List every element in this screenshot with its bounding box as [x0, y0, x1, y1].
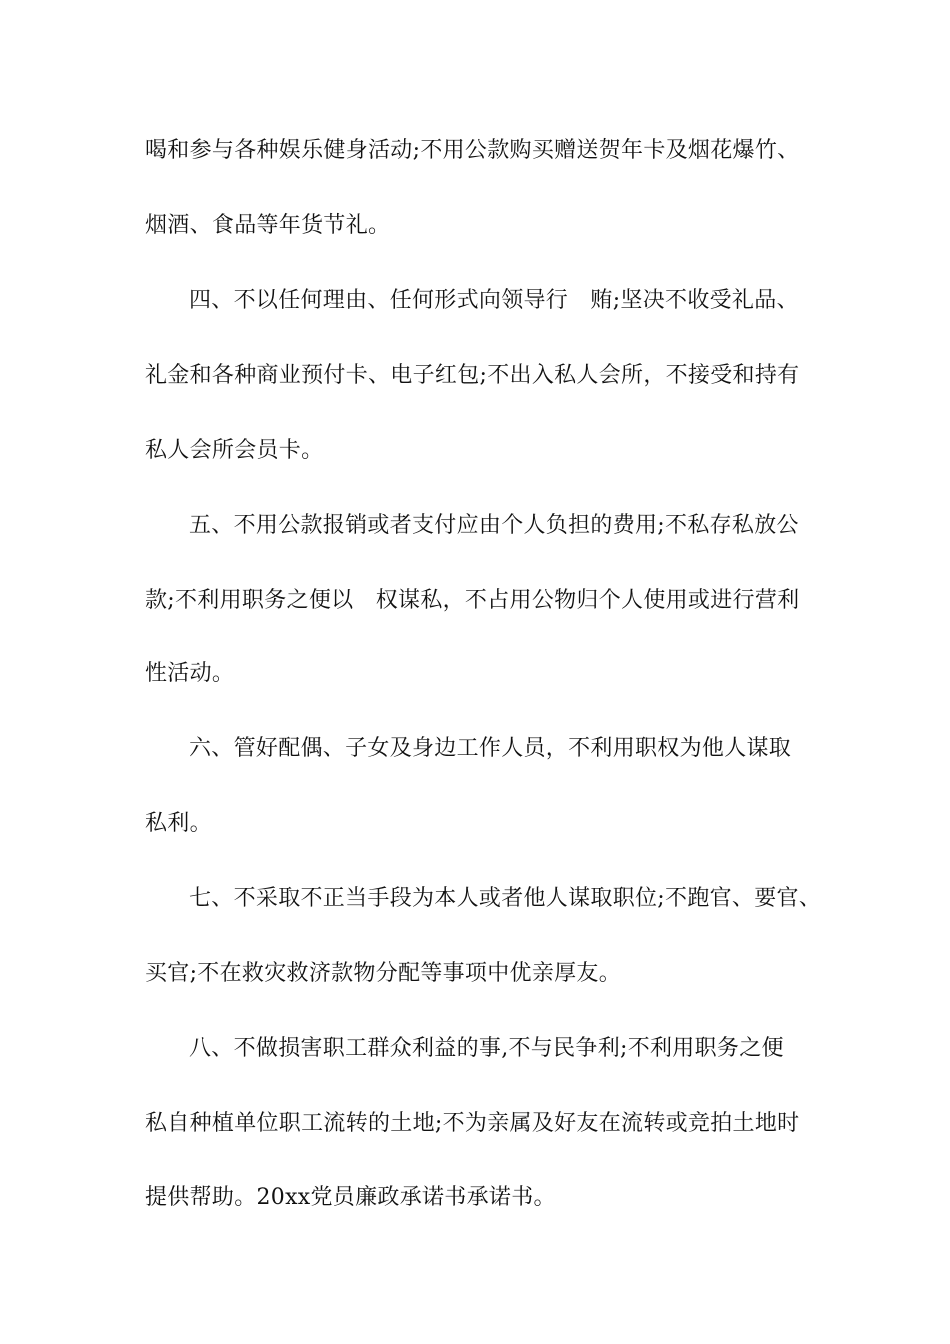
text-line: 买官;不在救灾救济款物分配等事项中优亲厚友。	[145, 961, 622, 986]
text-line: 私人会所会员卡。	[145, 438, 324, 463]
text-line: 性活动。	[145, 661, 235, 686]
text-line: 烟酒、食品等年货节礼。	[145, 213, 391, 238]
text-line: 礼金和各种商业预付卡、电子红包;不出入私人会所，不接受和持有	[145, 363, 800, 388]
paragraph-5-start: 五、不用公款报销或者支付应由个人负担的费用;不私存私放公	[189, 513, 799, 538]
text-line: 款;不利用职务之便以 权谋私，不占用公物归个人使用或进行营利	[145, 588, 800, 613]
text-line: 私自种植单位职工流转的土地;不为亲属及好友在流转或竞拍土地时	[145, 1111, 800, 1136]
text-line: 喝和参与各种娱乐健身活动;不用公款购买赠送贺年卡及烟花爆竹、	[145, 138, 800, 163]
paragraph-6-start: 六、管好配偶、子女及身边工作人员，不利用职权为他人谋取	[189, 736, 792, 761]
paragraph-7-start: 七、不采取不正当手段为本人或者他人谋取职位;不跑官、要官、	[189, 886, 822, 911]
paragraph-4-start: 四、不以任何理由、任何形式向领导行 贿;坚决不收受礼品、	[189, 288, 799, 313]
text-line: 提供帮助。20xx党员廉政承诺书承诺书。	[145, 1185, 556, 1210]
text-line: 私利。	[145, 811, 212, 836]
paragraph-8-start: 八、不做损害职工群众利益的事,不与民争利;不利用职务之便	[189, 1036, 784, 1061]
